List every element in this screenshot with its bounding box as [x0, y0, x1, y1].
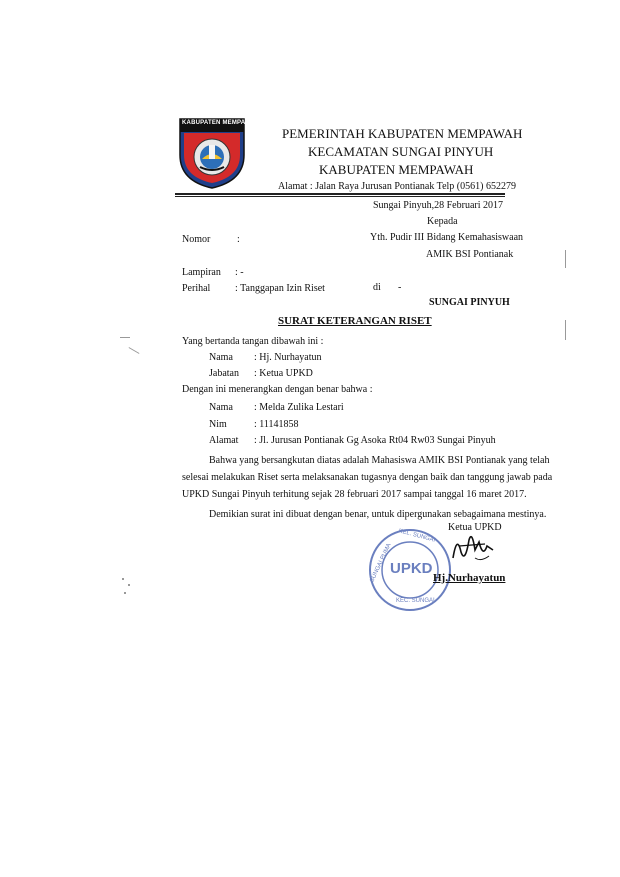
perihal-label: Perihal	[182, 283, 211, 294]
emblem-label: KABUPATEN MEMPAWAH	[182, 120, 260, 126]
body-line-3: UPKD Sungai Pinyuh terhitung sejak 28 februari 2017 sampai tanggal 16 maret 2017.	[182, 489, 527, 500]
closing-statement: Demikian surat ini dibuat dengan benar, untuk dipergunakan sebagaimana mestinya.	[209, 509, 547, 520]
body-line-2: selesai melakukan Riset serta melaksanakan tugasnya dengan baik dan tanggung jawab pada	[182, 472, 553, 483]
signer-name-label: Nama	[209, 352, 233, 363]
official-stamp	[368, 528, 452, 612]
scan-mark	[129, 347, 140, 354]
letterhead-rule-thin	[175, 196, 505, 197]
destination: SUNGAI PINYUH	[429, 297, 510, 308]
stamp-bottom-text: KEC. SUNGAI	[396, 598, 435, 604]
signer-position-label: Jabatan	[209, 368, 239, 379]
letterhead-rule	[175, 193, 505, 195]
statement-intro: Dengan ini menerangkan dengan benar bahwa :	[182, 384, 373, 395]
letterhead-line-1: PEMERINTAH KABUPATEN MEMPAWAH	[282, 126, 523, 141]
place-date: Sungai Pinyuh,28 Februari 2017	[373, 200, 503, 211]
stamp-top-text: KEL. SUNGAI	[397, 528, 436, 544]
lampiran-value: : -	[235, 267, 244, 278]
student-address-label: Alamat	[209, 435, 239, 446]
scan-mark	[128, 584, 130, 586]
lampiran-label: Lampiran	[182, 267, 221, 278]
student-name-label: Nama	[209, 402, 233, 413]
body-line-1: Bahwa yang bersangkutan diatas adalah Mahasiswa AMIK BSI Pontianak yang telah	[209, 455, 550, 466]
kepada-label: Kepada	[427, 216, 458, 227]
scan-mark	[565, 250, 566, 268]
handwritten-signature	[445, 528, 500, 568]
letterhead-address: Alamat : Jalan Raya Jurusan Pontianak Telp (0561) 652279	[278, 181, 516, 192]
scan-mark	[122, 578, 124, 580]
signature-name: Hj.Nurhayatun	[433, 572, 506, 584]
student-name-value: : Melda Zulika Lestari	[254, 402, 344, 413]
signer-position-value: : Ketua UPKD	[254, 368, 313, 379]
signature-role: Ketua UPKD	[448, 522, 502, 533]
letterhead-line-3: KABUPATEN MEMPAWAH	[319, 162, 474, 177]
signer-name-value: : Hj. Nurhayatun	[254, 352, 322, 363]
stamp-left-text: SUNGAI PUMA	[369, 542, 393, 584]
scan-mark	[565, 320, 566, 340]
scan-mark	[120, 337, 130, 338]
perihal-value: : Tanggapan Izin Riset	[235, 283, 325, 294]
nomor-colon: :	[237, 234, 240, 245]
student-nim-label: Nim	[209, 419, 227, 430]
di-dash: -	[398, 282, 402, 293]
nomor-label: Nomor	[182, 234, 211, 245]
signer-intro: Yang bertanda tangan dibawah ini :	[182, 336, 324, 347]
regency-emblem	[176, 115, 260, 190]
student-address-value: : Jl. Jurusan Pontianak Gg Asoka Rt04 Rw03 Sungai Pinyuh	[254, 435, 496, 446]
student-nim-value: : 11141858	[254, 419, 299, 430]
recipient-line-2: AMIK BSI Pontianak	[426, 249, 514, 260]
di-label: di	[373, 282, 381, 293]
letterhead-line-2: KECAMATAN SUNGAI PINYUH	[308, 144, 494, 159]
recipient-line-1: Yth. Pudir III Bidang Kemahasiswaan	[370, 232, 524, 243]
scan-mark	[124, 592, 126, 594]
stamp-center-text: UPKD	[390, 560, 433, 577]
letter-title: SURAT KETERANGAN RISET	[278, 315, 432, 327]
